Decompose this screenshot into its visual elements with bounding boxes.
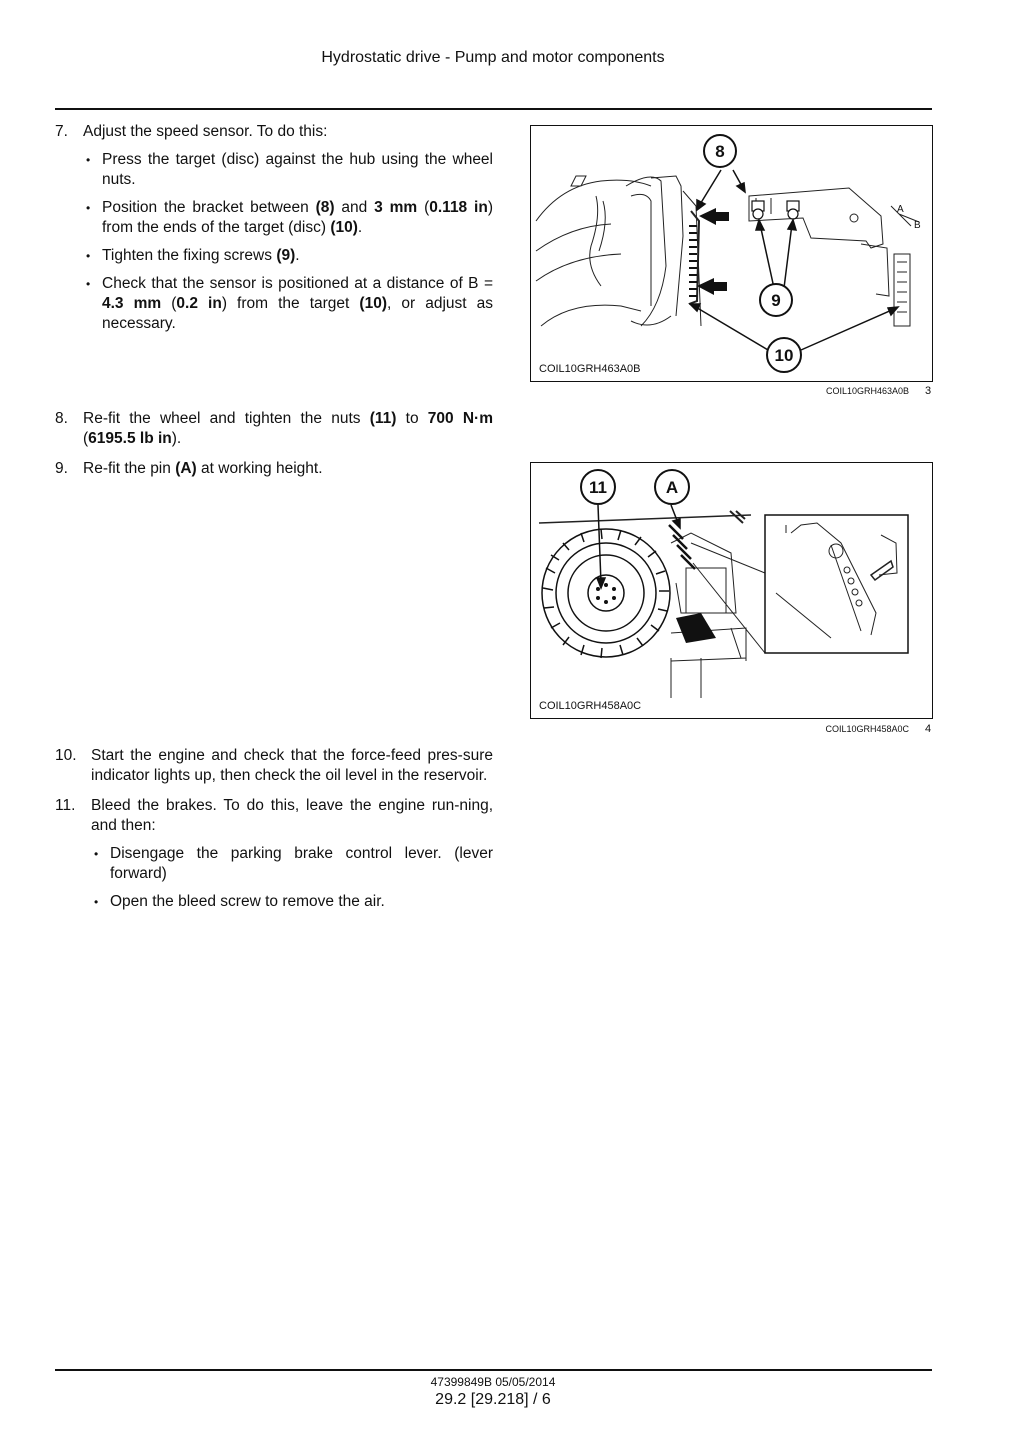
- dimension-b-label: B: [914, 220, 921, 231]
- steps-block-top: [55, 122, 493, 344]
- figure-wheel-pin: [530, 462, 933, 719]
- bullet-text: Check that the sensor is positioned at a distance of B =: [102, 275, 493, 292]
- steps-block-bottom: [55, 746, 493, 922]
- step-text: Adjust the speed sensor. To do this:: [83, 123, 328, 140]
- footer-rule: [55, 1369, 932, 1371]
- step-7: [55, 122, 493, 334]
- step-11: [55, 796, 493, 912]
- bullet-item: [83, 274, 493, 334]
- callout-8: 8: [715, 142, 725, 161]
- bullet-text: (: [161, 295, 177, 312]
- bullet-text: Open the bleed screw to remove the air.: [110, 893, 385, 910]
- ref-11: (11): [369, 410, 397, 427]
- step-number: 7.: [55, 123, 68, 140]
- figure-number: 4: [925, 723, 932, 735]
- bullet-text: Position the bracket between: [102, 199, 316, 216]
- step-text: (: [83, 430, 89, 447]
- bullet-item: [91, 844, 493, 884]
- ref-9: (9): [276, 247, 296, 264]
- value-torque: 700 N·m: [427, 410, 493, 427]
- wheel-pin-illustration: [531, 463, 932, 718]
- bullet-item: [91, 892, 493, 912]
- figure-code: COIL10GRH463A0B: [539, 363, 641, 375]
- callout-a: A: [665, 478, 679, 497]
- step-text: at working height.: [196, 460, 323, 477]
- bullet-text: ) from the ends of the target (disc): [102, 199, 493, 236]
- bullet-item: [83, 198, 493, 238]
- step-text: to: [396, 410, 428, 427]
- figure-number: 3: [925, 385, 932, 397]
- dimension-a-label: A: [897, 204, 904, 215]
- step-text: Re-fit the wheel and tighten the nuts: [83, 410, 370, 427]
- value-in: 0.2 in: [176, 295, 222, 312]
- step-number: 8.: [55, 410, 68, 427]
- ref-10: (10): [330, 219, 358, 236]
- step-text: Bleed the brakes. To do this, leave the engine run-ning, and then:: [91, 797, 493, 834]
- step-text: Re-fit the pin: [83, 460, 176, 477]
- target-disc-teeth: [689, 226, 697, 296]
- value-mm: 4.3 mm: [102, 295, 162, 312]
- bullet-text: .: [357, 219, 363, 236]
- callout-10: 10: [774, 346, 794, 365]
- figure-caption: COIL10GRH458A0C: [825, 724, 909, 734]
- footer-page-number: 29.2 [29.218] / 6: [435, 1391, 551, 1408]
- bullet-text: Tighten the fixing screws: [102, 247, 277, 264]
- wheel: [542, 529, 670, 658]
- value-in: 0.118 in: [429, 199, 488, 216]
- figure-caption: COIL10GRH463A0B: [825, 386, 909, 396]
- bullet-text: and: [334, 199, 375, 216]
- bullet-text: ) from the target: [221, 295, 360, 312]
- detail-inset: [765, 515, 908, 653]
- speed-sensor-illustration: [531, 126, 932, 381]
- header-rule: [55, 108, 932, 110]
- step-number: 9.: [55, 460, 68, 477]
- bullet-item: [83, 246, 493, 266]
- bullet-text: .: [295, 247, 300, 264]
- value-mm: 3 mm: [374, 199, 418, 216]
- ref-8: (8): [315, 199, 335, 216]
- bullet-item: [83, 150, 493, 190]
- step-10: [55, 746, 493, 786]
- callout-9: 9: [771, 291, 781, 310]
- bullet-text: Press the target (disc) against the hub using the wheel nuts.: [102, 151, 493, 188]
- pin-a-stack: [669, 525, 695, 569]
- value-torque-imperial: 6195.5 lb in: [88, 430, 172, 447]
- bullet-text: Disengage the parking brake control lever. (lever forward): [110, 845, 493, 882]
- figure-code: COIL10GRH458A0C: [539, 700, 642, 712]
- step-8: [55, 409, 493, 449]
- bullet-text: (: [417, 199, 430, 216]
- ref-a: (A): [175, 460, 197, 477]
- footer-doc-id: 47399849B 05/05/2014: [430, 1375, 556, 1389]
- bullet-text: , or adjust as necessary.: [102, 295, 494, 332]
- ref-10: (10): [359, 295, 387, 312]
- step-text: ).: [171, 430, 182, 447]
- callout-11: 11: [589, 478, 607, 497]
- page-header-title: Hydrostatic drive - Pump and motor components: [321, 49, 665, 66]
- steps-block-middle: [55, 409, 493, 489]
- figure-speed-sensor: [530, 125, 933, 382]
- step-number: 11.: [55, 797, 76, 814]
- step-text: Start the engine and check that the force-feed pres-sure indicator lights up, then check the oil level in the reservoir.: [91, 747, 493, 784]
- step-number: 10.: [55, 747, 77, 764]
- step-9: [55, 459, 493, 479]
